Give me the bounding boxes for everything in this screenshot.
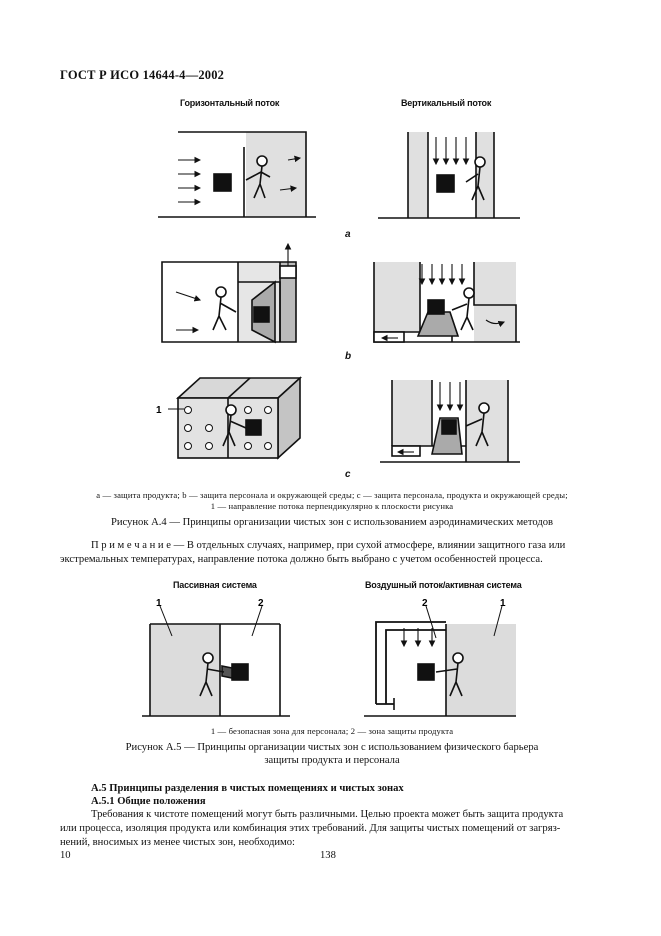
paragraph-line-3: нений, вносимых из менее чистых зон, необходимо: — [60, 837, 295, 848]
figure-a4-legend-line2: 1 — направление потока перпендикулярно к плоскости рисунка — [210, 501, 454, 511]
label-vertical-flow: Вертикальный поток — [401, 98, 492, 108]
subfigure-label-c: c — [345, 469, 351, 480]
diagram-passive — [142, 606, 290, 716]
diagram-a-vertical — [378, 132, 520, 218]
figure-a4-legend-line1: a — защита продукта; b — защита персонала и окружающей среды; c — защита персонала, продукта и окружающей среды; — [96, 490, 568, 500]
diagram-active — [364, 606, 516, 716]
section-subheading: А.5.1 Общие положения — [91, 796, 206, 807]
label-active-system: Воздушный поток/активная система — [365, 580, 522, 590]
label-passive-system: Пассивная система — [173, 580, 257, 590]
callout-1: 1 — [156, 405, 162, 416]
figure-a5-legend: 1 — безопасная зона для персонала; 2 — зона защиты продукта — [210, 726, 454, 736]
note-line-2: экстремальных температурах, направление потока должно быть выбрано с учетом особенностей процесса. — [60, 554, 543, 565]
active-num-2: 2 — [422, 598, 428, 609]
page-number-left: 10 — [60, 850, 71, 861]
paragraph-line-2: или процесса, изоляция продукта или комбинация этих требований. Для защиты чистых помещений от загряз- — [60, 823, 561, 834]
paragraph-line-1: Требования к чистоте помещений могут быть различными. Целью проекта может быть защита продукта — [91, 809, 564, 820]
subfigure-label-a: a — [345, 229, 351, 240]
section-heading: А.5 Принципы разделения в чистых помещениях и чистых зонах — [91, 783, 404, 794]
figure-a5-caption-line1: Рисунок А.5 — Принципы организации чистых зон с использованием физического барьера — [125, 742, 539, 753]
figure-a4-caption: Рисунок А.4 — Принципы организации чистых зон с использованием аэродинамических методов — [110, 517, 554, 528]
passive-num-1: 1 — [156, 598, 162, 609]
active-num-1: 1 — [500, 598, 506, 609]
document-header: ГОСТ Р ИСО 14644-4—2002 — [60, 68, 225, 82]
figure-a5-caption-line2: защиты продукта и персонала — [264, 755, 400, 766]
diagram-b-right — [374, 262, 520, 342]
note-line-1: П р и м е ч а н и е — В отдельных случаях, например, при сухой атмосфере, влиянии защитного газа или — [91, 540, 566, 551]
label-horizontal-flow: Горизонтальный поток — [180, 98, 280, 108]
subfigure-label-b: b — [345, 351, 352, 362]
page-number-center: 138 — [320, 850, 336, 861]
passive-num-2: 2 — [258, 598, 264, 609]
diagram-c-left — [178, 378, 300, 458]
